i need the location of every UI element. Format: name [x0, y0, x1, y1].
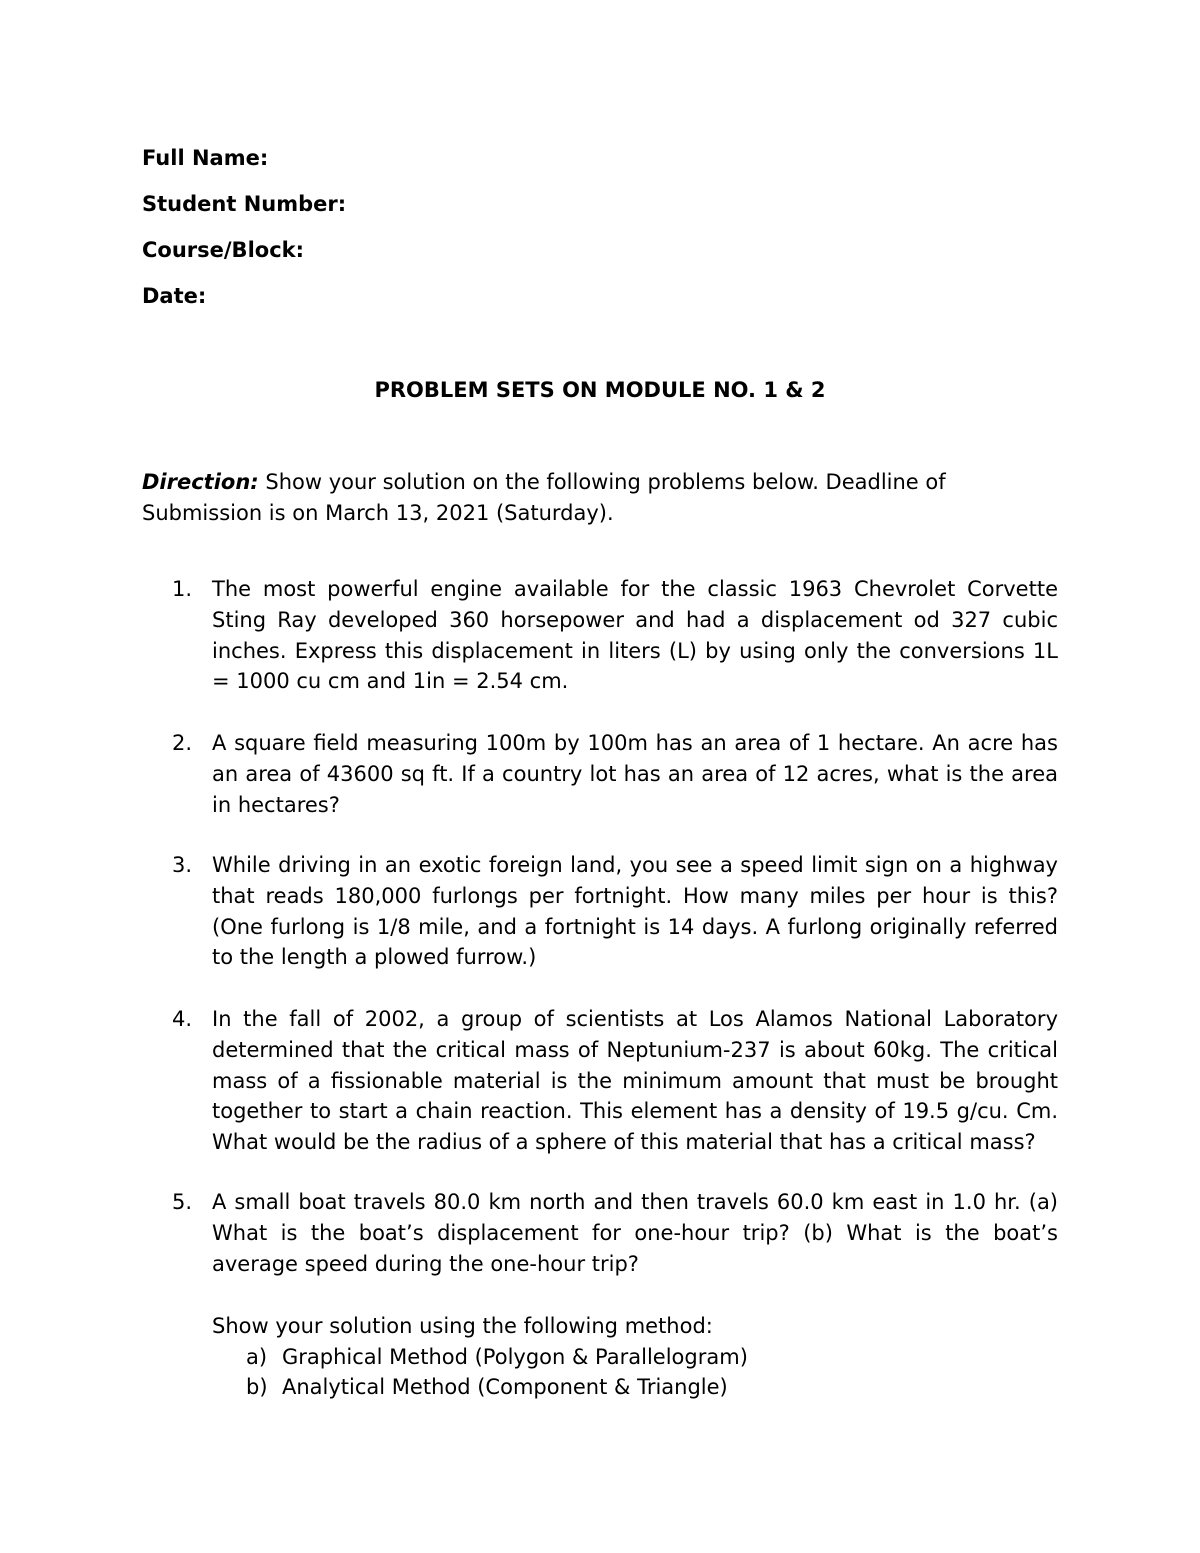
method-label: b) — [246, 1375, 268, 1399]
direction-text: Show your solution on the following problems below. Deadline of Submission is on March 13, 2021 (Saturday). — [142, 470, 946, 525]
problem-number: 1. — [172, 577, 193, 601]
method-text: Graphical Method (Polygon & Parallelogram) — [282, 1344, 748, 1369]
problem-text: The most powerful engine available for the classic 1963 Chevrolet Corvette Sting Ray developed 360 horsepower and had a displacement od 327 cubic inches. Express this displacement in liters (L) by using only the conversions 1L = 1000 cu cm and 1in = 2.54 cm. — [212, 577, 1058, 694]
problem-text: A square field measuring 100m by 100m has an area of 1 hectare. An acre has an area of 43600 sq ft. If a country lot has an area of 12 acres, what is the area in hectares? — [212, 731, 1058, 817]
direction-paragraph — [142, 467, 962, 528]
direction-label: Direction: — [142, 470, 259, 494]
problem-text: In the fall of 2002, a group of scientists at Los Alamos National Laboratory determined that the critical mass of Neptunium-237 is about 60kg. The critical mass of a fissionable material is the minimum amount that must be brought together to start a chain reaction. This element has a density of 19.5 g/cu. Cm. What would be the radius of a sphere of this material that has a critical mass? — [212, 1007, 1058, 1155]
document-title: PROBLEM SETS ON MODULE NO. 1 & 2 — [374, 378, 826, 402]
problem-item-5 — [142, 1187, 1058, 1279]
full-name-label: Full Name: — [142, 146, 269, 170]
problem-number: 2. — [172, 731, 193, 755]
date-label: Date: — [142, 284, 207, 308]
problem-number: 4. — [172, 1007, 193, 1031]
method-item-b — [212, 1372, 1032, 1403]
problem-item-3 — [142, 850, 1058, 973]
problem-item-2 — [142, 728, 1058, 820]
problem-number: 3. — [172, 853, 193, 877]
solution-methods — [212, 1311, 1032, 1403]
course-block-label: Course/Block: — [142, 238, 305, 262]
problem-item-1 — [142, 574, 1058, 697]
problem-text: While driving in an exotic foreign land, you see a speed limit sign on a highway that reads 180,000 furlongs per fortnight. How many miles per hour is this? (One furlong is 1/8 mile, and a fortnight is 14 days. A furlong originally referred to the length a plowed furrow.) — [212, 853, 1058, 970]
problem-text: A small boat travels 80.0 km north and then travels 60.0 km east in 1.0 hr. (a) What is the boat’s displacement for one-hour trip? (b) What is the boat’s average speed during the one-hour trip? — [212, 1190, 1058, 1276]
problem-item-4 — [142, 1004, 1058, 1158]
method-label: a) — [246, 1344, 268, 1369]
method-text: Analytical Method (Component & Triangle) — [282, 1375, 728, 1399]
problem-number: 5. — [172, 1190, 193, 1214]
student-number-label: Student Number: — [142, 192, 347, 216]
solution-methods-intro: Show your solution using the following method: — [212, 1314, 713, 1338]
method-item-a — [212, 1342, 1032, 1373]
